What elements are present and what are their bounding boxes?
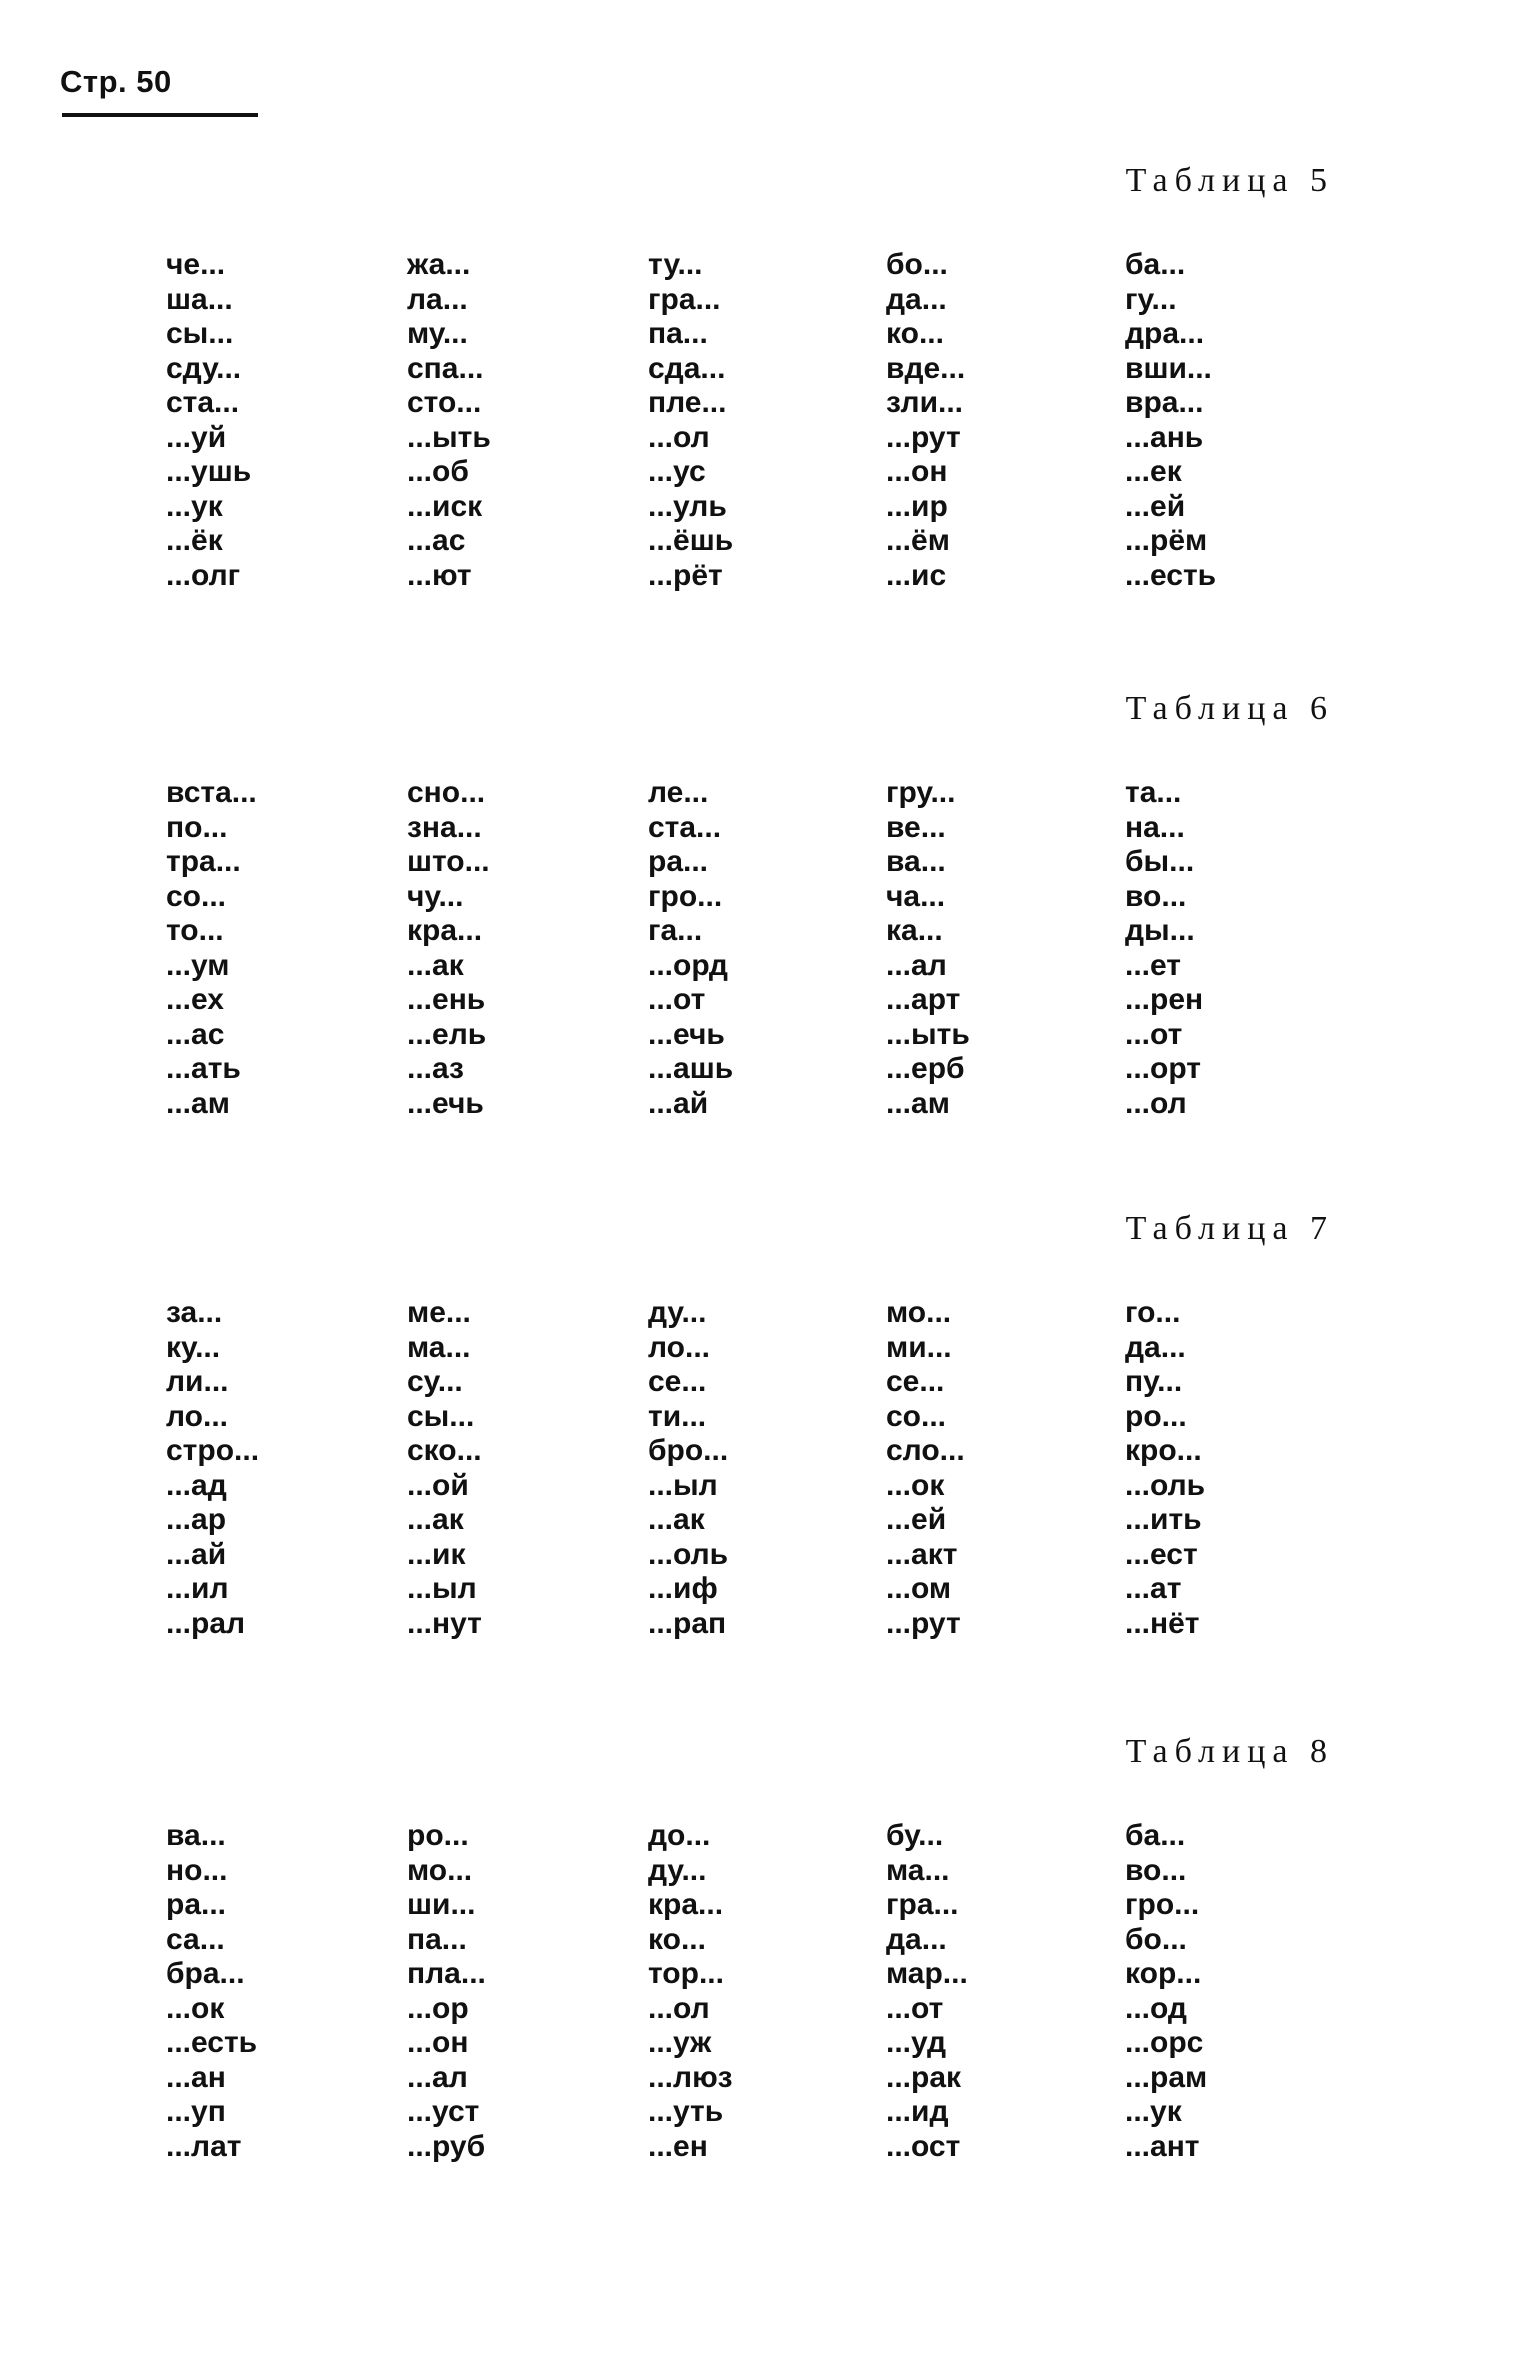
word-fragment: сы... [166, 317, 234, 350]
word-fragment: ла... [407, 282, 468, 316]
word-fragment: да... [886, 1922, 947, 1956]
word-fragment: ...руб [407, 2129, 486, 2163]
word-fragment: ...ань [1125, 420, 1204, 454]
word-fragment: ...ан [166, 2060, 226, 2094]
table-title: Таблица 6 [1125, 690, 1334, 727]
word-fragment: ...ек [1125, 455, 1182, 488]
word-fragment: гра... [648, 282, 721, 316]
word-fragment: ...акт [886, 1537, 958, 1571]
word-fragment: ...он [407, 2026, 469, 2059]
word-fragment: ...он [886, 455, 948, 488]
table-column [166, 1296, 366, 1641]
word-fragment: па... [407, 1922, 467, 1956]
table-column [648, 1296, 848, 1641]
word-fragment: ли... [166, 1365, 229, 1398]
word-fragment: ло... [648, 1330, 710, 1364]
word-fragment: ...ыть [886, 1017, 970, 1051]
word-fragment: кор... [1125, 1957, 1202, 1990]
word-fragment: кра... [648, 1888, 724, 1921]
word-fragment: че... [166, 248, 226, 281]
word-fragment: ско... [407, 1434, 482, 1467]
word-fragment: се... [886, 1365, 945, 1398]
word-fragment: ...рут [886, 1606, 961, 1640]
word-fragment: ...ам [166, 1086, 230, 1120]
word-fragment: ...од [1125, 1991, 1187, 2025]
word-fragment: бы... [1125, 845, 1195, 878]
word-fragment: ...ечь [648, 1017, 725, 1051]
table-title: Таблица 5 [1125, 162, 1334, 199]
word-fragment: ...уст [407, 2095, 480, 2128]
table-column [407, 1819, 607, 2164]
word-fragment: ...рём [1125, 524, 1208, 557]
word-fragment: ...от [648, 983, 706, 1016]
word-fragment: ...ей [886, 1503, 947, 1536]
word-fragment: ...ат [1125, 1572, 1182, 1605]
word-fragment: ва... [886, 845, 946, 878]
table-title: Таблица 8 [1125, 1733, 1334, 1770]
word-fragment: ...рал [166, 1606, 246, 1640]
word-fragment: ка... [886, 914, 943, 947]
word-fragment: ...ест [1125, 1537, 1198, 1571]
word-fragment: ...ок [166, 1991, 225, 2025]
word-fragment: ...об [407, 455, 469, 488]
word-fragment: ...ук [166, 489, 223, 523]
word-fragment: ду... [648, 1296, 707, 1329]
word-fragment: ...ушь [166, 455, 252, 488]
word-fragment: ...рут [886, 420, 961, 454]
word-fragment: ра... [166, 1888, 227, 1921]
word-fragment: ва... [166, 1819, 226, 1852]
word-fragment: ...оль [1125, 1468, 1206, 1502]
word-fragment: ти... [648, 1399, 707, 1433]
word-fragment: ...ук [1125, 2095, 1182, 2128]
table-column [407, 776, 607, 1121]
word-fragment: сда... [648, 351, 726, 385]
word-fragment: ...ас [166, 1017, 225, 1051]
word-fragment: ...ок [886, 1468, 945, 1502]
word-fragment: ...орт [1125, 1052, 1201, 1085]
word-fragment: ...уль [648, 489, 727, 523]
word-fragment: ду... [648, 1853, 707, 1887]
word-fragment: ...ом [886, 1572, 952, 1605]
word-fragment: вде... [886, 351, 966, 385]
word-fragment: се... [648, 1365, 707, 1398]
word-fragment: ...иф [648, 1572, 718, 1605]
word-fragment: ку... [166, 1330, 221, 1364]
word-fragment: ра... [648, 845, 709, 878]
word-fragment: ...орд [648, 948, 728, 982]
word-fragment: со... [166, 879, 227, 913]
word-fragment: ...ор [407, 1991, 469, 2025]
word-fragment: па... [648, 317, 708, 350]
word-fragment: ...ас [407, 524, 466, 557]
word-fragment: ...ак [407, 948, 464, 982]
word-fragment: ...ум [166, 948, 230, 982]
word-fragment: ...ид [886, 2095, 949, 2128]
word-fragment: тор... [648, 1957, 724, 1990]
word-fragment: ло... [166, 1399, 228, 1433]
word-fragment: ста... [648, 810, 722, 844]
word-fragment: бо... [1125, 1922, 1187, 1956]
word-fragment: ча... [886, 879, 946, 913]
word-fragment: бо... [886, 248, 948, 281]
word-fragment: ро... [407, 1819, 469, 1852]
word-fragment: са... [166, 1922, 225, 1956]
word-fragment: гро... [1125, 1888, 1200, 1921]
word-fragment: ды... [1125, 914, 1195, 947]
word-fragment: ...ус [648, 455, 706, 488]
word-fragment: да... [1125, 1330, 1186, 1364]
word-fragment: ...ёшь [648, 524, 734, 557]
word-fragment: жа... [407, 248, 471, 281]
word-fragment: ...ал [407, 2060, 468, 2094]
word-fragment: ...ир [886, 489, 948, 523]
word-fragment: ...ать [166, 1052, 241, 1085]
word-fragment: ...рам [1125, 2060, 1208, 2094]
word-fragment: ...ак [648, 1503, 705, 1536]
word-fragment: ши... [407, 1888, 476, 1921]
word-fragment: гу... [1125, 282, 1177, 316]
word-fragment: вра... [1125, 386, 1204, 419]
word-fragment: ...ех [166, 983, 224, 1016]
word-fragment: ...ис [886, 558, 947, 592]
word-fragment: ...олг [166, 558, 241, 592]
table-column [166, 1819, 366, 2164]
word-fragment: по... [166, 810, 228, 844]
word-fragment: да... [886, 282, 947, 316]
word-fragment: ...люз [648, 2060, 733, 2094]
word-fragment: пу... [1125, 1365, 1183, 1398]
table-column [407, 248, 607, 593]
word-fragment: ...ал [886, 948, 947, 982]
word-fragment: гра... [886, 1888, 959, 1921]
word-fragment: ро... [1125, 1399, 1187, 1433]
word-fragment: стро... [166, 1434, 260, 1467]
table-column [648, 248, 848, 593]
table-column [886, 248, 1086, 593]
word-fragment: ле... [648, 776, 709, 809]
word-fragment: ...ай [648, 1086, 709, 1120]
word-fragment: ...уп [166, 2095, 226, 2128]
word-fragment: вста... [166, 776, 257, 809]
word-fragment: сду... [166, 351, 242, 385]
word-fragment: ба... [1125, 248, 1186, 281]
word-fragment: ...ют [407, 558, 472, 592]
header-underline [62, 113, 258, 117]
word-fragment: сно... [407, 776, 486, 809]
word-fragment: ша... [166, 282, 233, 316]
table-column [1125, 776, 1325, 1121]
word-fragment: ...ей [1125, 489, 1186, 523]
word-fragment: на... [1125, 810, 1185, 844]
word-fragment: ...иск [407, 489, 483, 523]
word-fragment: му... [407, 317, 468, 350]
word-fragment: спа... [407, 351, 484, 385]
word-fragment: мо... [407, 1853, 473, 1887]
word-fragment: ...ол [648, 420, 710, 454]
table-column [166, 776, 366, 1121]
word-fragment: бра... [166, 1957, 245, 1990]
table-column [648, 776, 848, 1121]
word-fragment: то... [166, 914, 224, 947]
word-fragment: та... [1125, 776, 1182, 809]
table-column [886, 776, 1086, 1121]
table-column [648, 1819, 848, 2164]
table-column [407, 1296, 607, 1641]
word-fragment: што... [407, 845, 490, 878]
word-fragment: ...арт [886, 983, 961, 1016]
word-fragment: ...ыл [648, 1468, 718, 1502]
word-fragment: ...есть [1125, 558, 1217, 592]
word-fragment: во... [1125, 1853, 1187, 1887]
word-fragment: пле... [648, 386, 727, 419]
word-fragment: гру... [886, 776, 956, 809]
word-fragment: гро... [648, 879, 723, 913]
word-fragment: мар... [886, 1957, 968, 1990]
word-fragment: бу... [886, 1819, 944, 1852]
word-fragment: чу... [407, 879, 464, 913]
table-title: Таблица 7 [1125, 1210, 1334, 1247]
word-fragment: ...рак [886, 2060, 962, 2094]
word-fragment: ма... [407, 1330, 471, 1364]
word-fragment: ...уй [166, 420, 227, 454]
word-fragment: ...уж [648, 2026, 712, 2059]
word-fragment: до... [648, 1819, 711, 1852]
word-fragment: ...ашь [648, 1052, 734, 1085]
word-fragment: сы... [407, 1399, 475, 1433]
word-fragment: кро... [1125, 1434, 1202, 1467]
word-fragment: ...ет [1125, 948, 1181, 982]
word-fragment: ста... [166, 386, 240, 419]
word-fragment: ба... [1125, 1819, 1186, 1852]
word-fragment: ...ил [166, 1572, 229, 1605]
word-fragment: ...ить [1125, 1503, 1202, 1536]
word-fragment: ...ад [166, 1468, 227, 1502]
word-fragment: ту... [648, 248, 703, 281]
word-fragment: ...оль [648, 1537, 729, 1571]
word-fragment: ...рен [1125, 983, 1204, 1016]
word-fragment: ...ём [886, 524, 950, 557]
word-fragment: ...есть [166, 2026, 258, 2059]
page-header: Стр. 50 [60, 64, 172, 99]
word-fragment: со... [886, 1399, 947, 1433]
word-fragment: но... [166, 1853, 228, 1887]
word-fragment: га... [648, 914, 703, 947]
word-fragment: ...ень [407, 983, 486, 1016]
word-fragment: ...ерб [886, 1052, 965, 1085]
word-fragment: ...ант [1125, 2129, 1200, 2163]
word-fragment: ве... [886, 810, 946, 844]
word-fragment: ...уд [886, 2026, 946, 2059]
word-fragment: ...ост [886, 2129, 961, 2163]
word-fragment: ...ен [648, 2129, 708, 2163]
word-fragment: ...ой [407, 1468, 469, 1502]
word-fragment: пла... [407, 1957, 486, 1990]
word-fragment: ...аз [407, 1052, 464, 1085]
word-fragment: ко... [886, 317, 944, 350]
word-fragment: ко... [648, 1922, 706, 1956]
word-fragment: ...ол [1125, 1086, 1187, 1120]
word-fragment: ...ечь [407, 1086, 484, 1120]
table-column [1125, 1819, 1325, 2164]
word-fragment: ...нут [407, 1606, 482, 1640]
word-fragment: ...ель [407, 1017, 487, 1051]
word-fragment: дра... [1125, 317, 1205, 350]
word-fragment: ми... [886, 1330, 952, 1364]
word-fragment: ме... [407, 1296, 471, 1329]
word-fragment: су... [407, 1365, 463, 1398]
table-column [1125, 1296, 1325, 1641]
word-fragment: за... [166, 1296, 223, 1329]
word-fragment: ...ам [886, 1086, 950, 1120]
table-column [886, 1296, 1086, 1641]
word-fragment: кра... [407, 914, 483, 947]
word-fragment: ...от [886, 1991, 944, 2025]
word-fragment: ...ай [166, 1537, 227, 1571]
table-column [886, 1819, 1086, 2164]
word-fragment: ...от [1125, 1017, 1183, 1051]
word-fragment: бро... [648, 1434, 729, 1467]
word-fragment: ...орс [1125, 2026, 1204, 2059]
word-fragment: ...ак [407, 1503, 464, 1536]
word-fragment: го... [1125, 1296, 1181, 1329]
word-fragment: мо... [886, 1296, 952, 1329]
word-fragment: во... [1125, 879, 1187, 913]
word-fragment: ...рёт [648, 558, 723, 592]
word-fragment: ...ол [648, 1991, 710, 2025]
table-column [1125, 248, 1325, 593]
word-fragment: ...ыл [407, 1572, 477, 1605]
word-fragment: ...лат [166, 2129, 242, 2163]
word-fragment: вши... [1125, 351, 1212, 385]
word-fragment: зли... [886, 386, 964, 419]
word-fragment: зна... [407, 810, 482, 844]
word-fragment: ...рап [648, 1606, 727, 1640]
word-fragment: ...ар [166, 1503, 227, 1536]
table-column [166, 248, 366, 593]
word-fragment: ...уть [648, 2095, 724, 2128]
word-fragment: тра... [166, 845, 241, 878]
word-fragment: ...ёк [166, 524, 223, 557]
word-fragment: сто... [407, 386, 482, 419]
word-fragment: сло... [886, 1434, 965, 1467]
word-fragment: ...ыть [407, 420, 491, 454]
word-fragment: ...нёт [1125, 1606, 1200, 1640]
word-fragment: ма... [886, 1853, 950, 1887]
word-fragment: ...ик [407, 1537, 466, 1571]
